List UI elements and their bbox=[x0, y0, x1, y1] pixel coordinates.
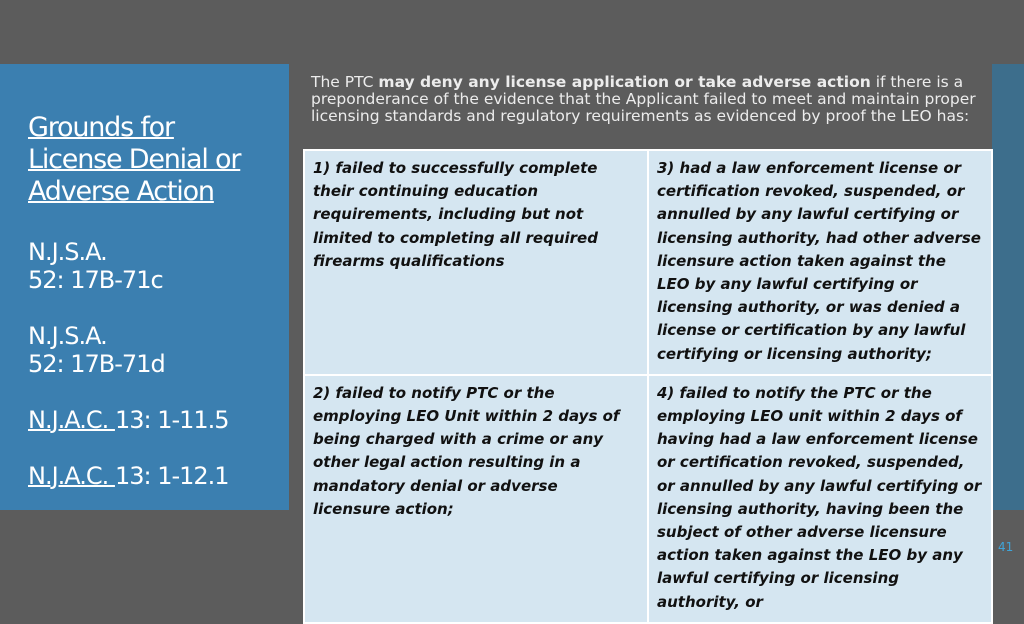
reference-section: 13: 1-12.1 bbox=[114, 462, 229, 490]
right-accent-strip bbox=[992, 64, 1024, 510]
ground-cell: 1) failed to successfully complete their continuing education requirements, including but not limited to completing all required firearms qualifications bbox=[304, 150, 648, 375]
reference-section: 13: 1-11.5 bbox=[114, 406, 229, 434]
ground-cell: 2) failed to notify PTC or the employing LEO Unit within 2 days of being charged with a crime or any other legal action resulting in a mandatory denial or adverse licensure action; bbox=[304, 375, 648, 623]
page-number: 41 bbox=[998, 540, 1014, 554]
reference-section: 52: 17B-71d bbox=[28, 350, 165, 378]
reference-section: 52: 17B-71c bbox=[28, 266, 163, 294]
intro-prefix: The PTC bbox=[311, 73, 379, 91]
title-line: Adverse Action bbox=[28, 176, 214, 207]
reference-link[interactable]: N.J.S.A. bbox=[28, 238, 107, 266]
ground-cell: 4) failed to notify the PTC or the employing LEO unit within 2 days of having had a law enforcement license or certification revoked, suspended, or annulled by any lawful certifying or licensing authority, having been the subject of other adverse licensure action taken against the LEO by any lawful certifying or licensing authority, or bbox=[648, 375, 992, 623]
reference-link[interactable]: N.J.S.A. bbox=[28, 322, 107, 350]
ground-cell: 3) had a law enforcement license or certification revoked, suspended, or annulled by any lawful certifying or licensing authority, had other adverse licensure action taken against the LEO by any lawful certifying or licensing authority, or was denied a license or certification by any lawful certifying or licensing authority; bbox=[648, 150, 992, 375]
reference-link[interactable]: N.J.A.C. bbox=[28, 462, 115, 490]
table-row bbox=[304, 375, 992, 623]
intro-paragraph bbox=[311, 74, 983, 125]
title-line: License Denial or bbox=[28, 144, 241, 175]
title-line: Grounds for bbox=[28, 112, 174, 143]
top-band bbox=[0, 0, 1024, 64]
intro-bold: may deny any license application or take adverse action bbox=[378, 73, 871, 91]
reference-link[interactable]: N.J.A.C. bbox=[28, 406, 115, 434]
table-row bbox=[304, 150, 992, 375]
title-panel bbox=[0, 64, 289, 510]
grounds-table bbox=[303, 149, 993, 624]
slide-title bbox=[28, 112, 278, 208]
intro-suffix: if there is a preponderance of the evidence that the Applicant failed to meet and maintain proper licensing standards and regulatory requirements as evidenced by proof the LEO has: bbox=[311, 73, 976, 125]
statute-references bbox=[28, 238, 278, 490]
